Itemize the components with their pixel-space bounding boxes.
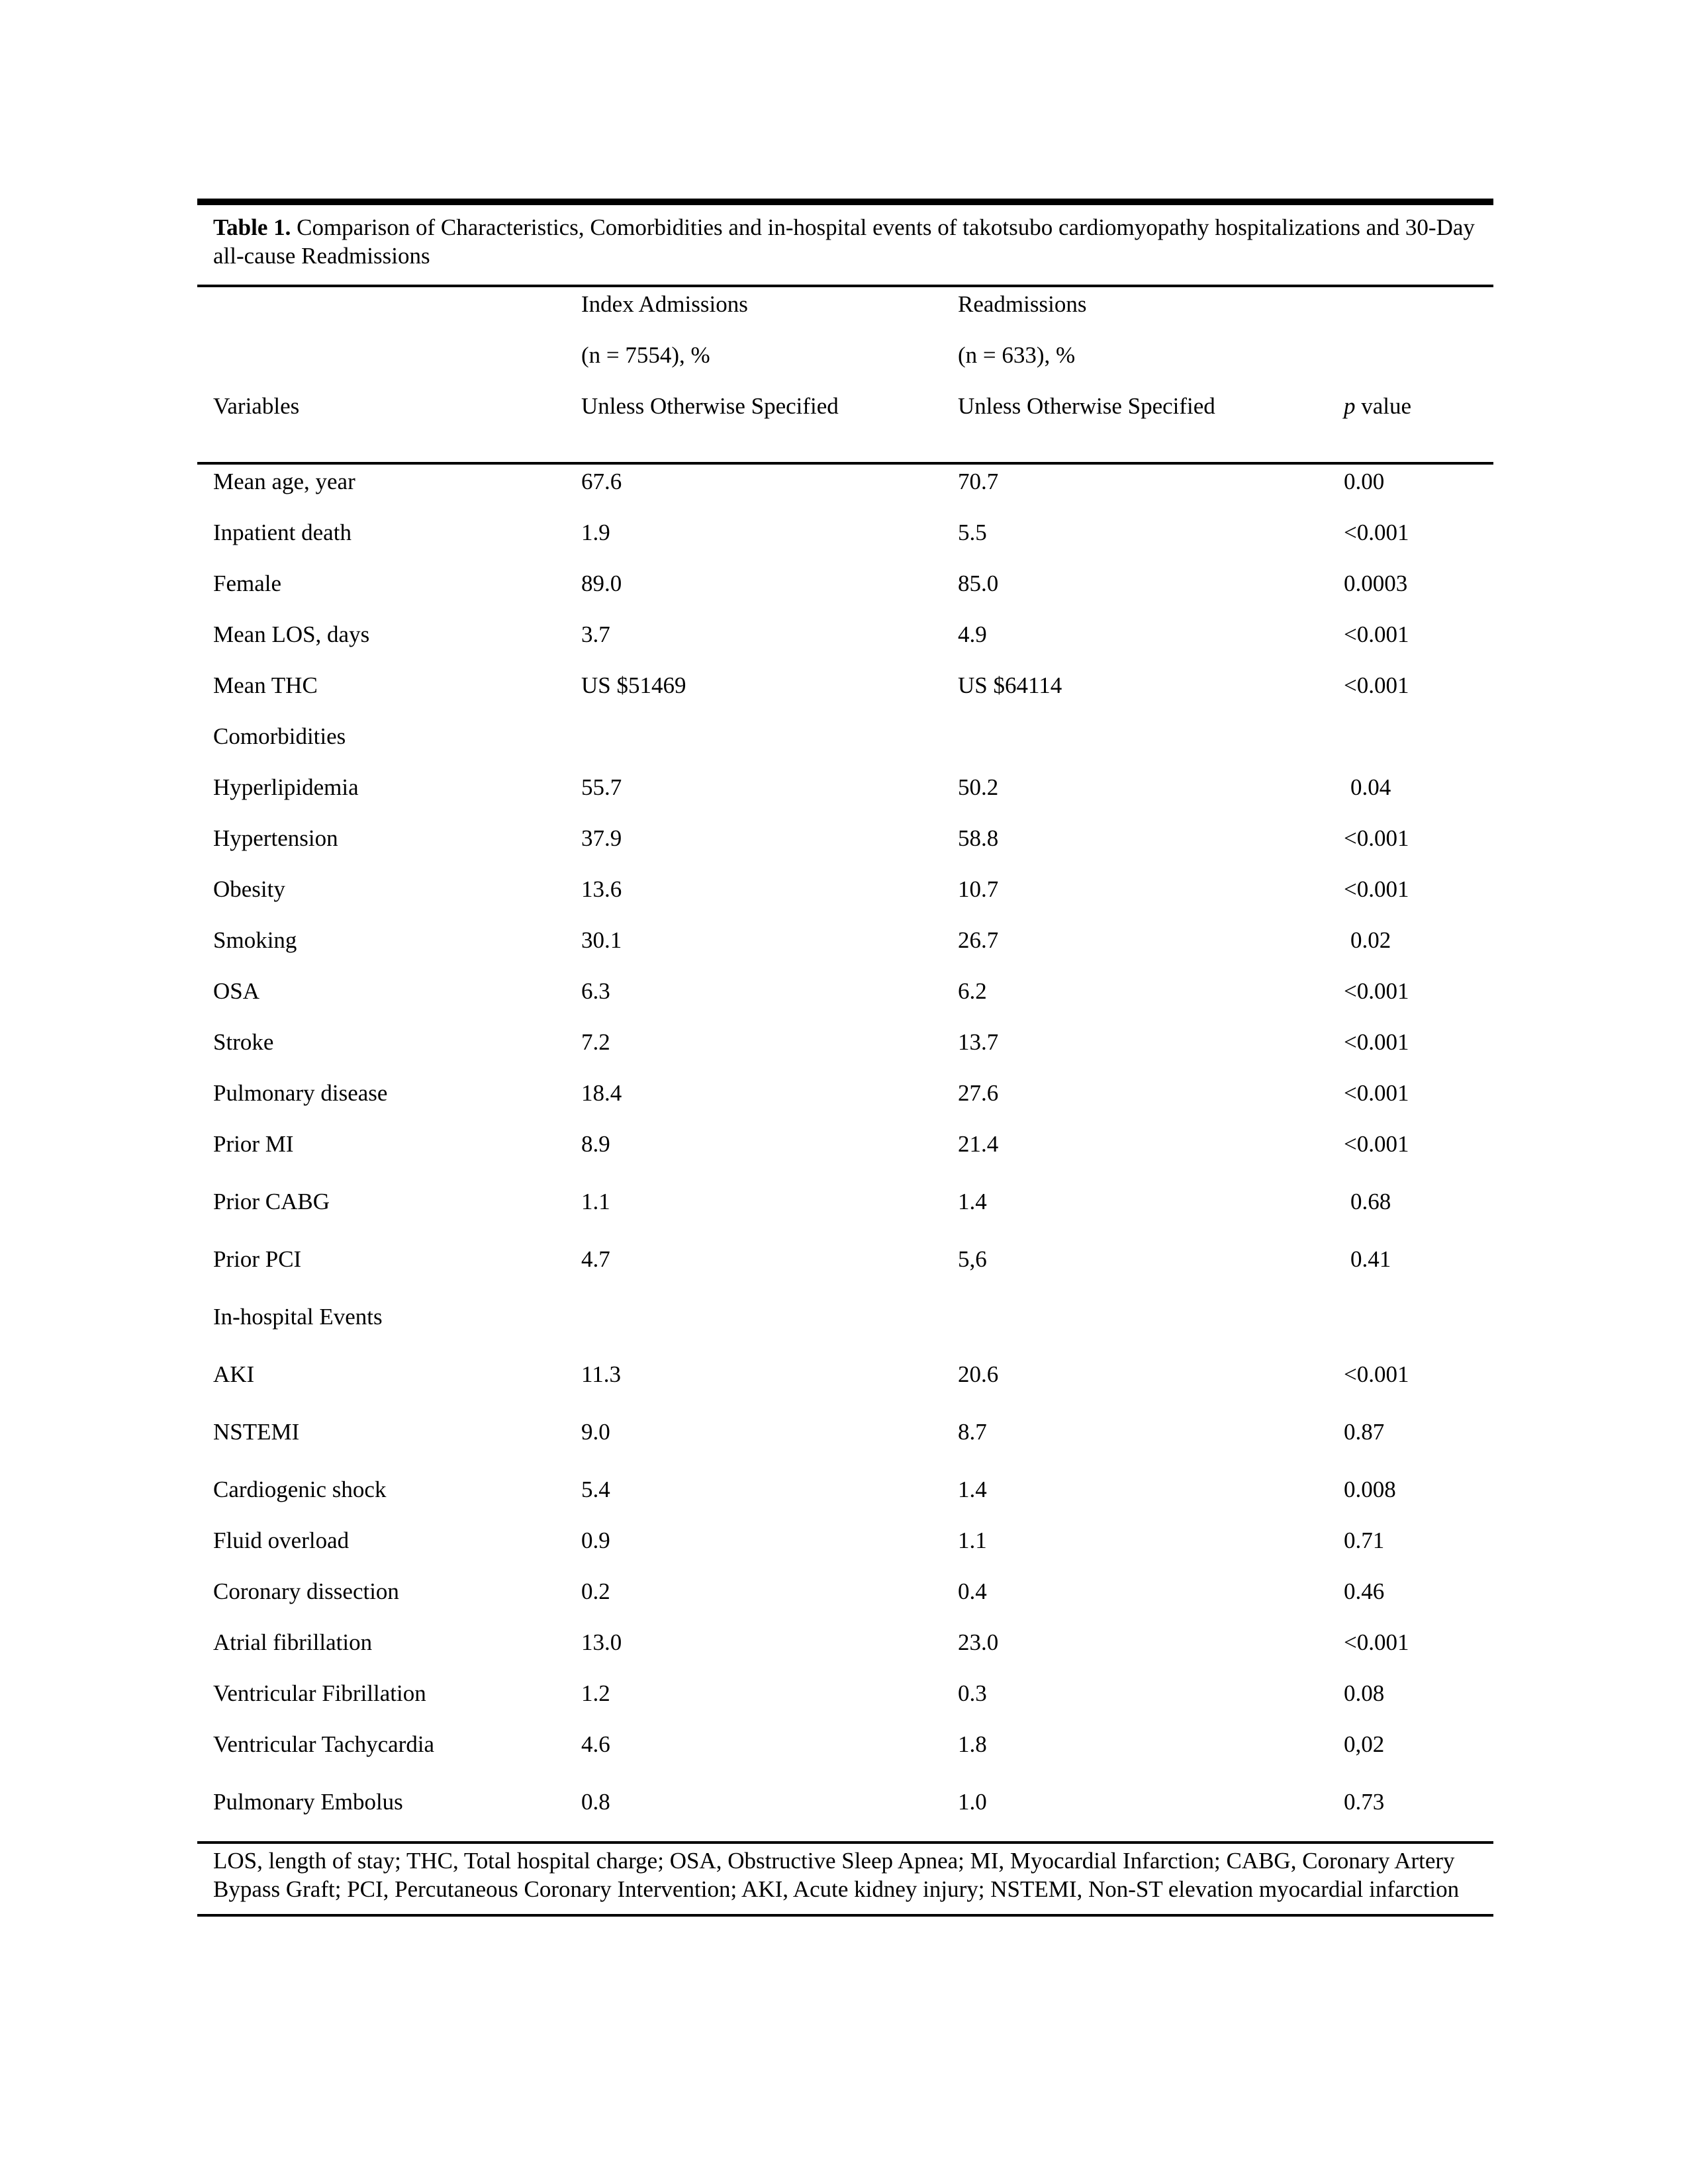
- variable-cell: Prior CABG: [213, 1189, 330, 1214]
- p-value-cell: 0.02: [1350, 927, 1391, 953]
- table-row: [197, 1731, 1493, 1758]
- header-readm-line2: (n = 633), %: [958, 342, 1076, 368]
- table-caption: [197, 205, 1493, 285]
- table-row: [197, 1527, 1493, 1554]
- variable-cell: Ventricular Tachycardia: [213, 1731, 435, 1757]
- p-value-cell: <0.001: [1344, 1629, 1409, 1655]
- readmissions-cell: US $64114: [958, 672, 1062, 698]
- p-value-cell: 0.41: [1350, 1246, 1391, 1272]
- variable-cell: Obesity: [213, 876, 285, 902]
- p-value-cell: <0.001: [1344, 1361, 1409, 1387]
- table-row: [197, 621, 1493, 648]
- p-value-cell: <0.001: [1344, 825, 1409, 851]
- readmissions-cell: 85.0: [958, 570, 999, 596]
- readmissions-cell: 27.6: [958, 1080, 999, 1106]
- readmissions-cell: 26.7: [958, 927, 999, 953]
- p-value-cell: <0.001: [1344, 876, 1409, 902]
- readmissions-cell: 58.8: [958, 825, 999, 851]
- p-value-cell: 0.46: [1344, 1578, 1385, 1604]
- variable-cell: Fluid overload: [213, 1527, 350, 1553]
- p-value-cell: <0.001: [1344, 1131, 1409, 1157]
- readmissions-cell: 13.7: [958, 1029, 999, 1055]
- header-p-value: [1344, 393, 1411, 420]
- index-admissions-cell: 0.9: [581, 1527, 610, 1553]
- table-row: [197, 1361, 1493, 1388]
- readmissions-cell: 1.0: [958, 1789, 987, 1815]
- table-row: [197, 774, 1493, 801]
- header-readm-line3: Unless Otherwise Specified: [958, 393, 1215, 419]
- readmissions-cell: 1.1: [958, 1527, 987, 1553]
- index-admissions-cell: 6.3: [581, 978, 610, 1004]
- p-value-cell: 0.08: [1344, 1680, 1385, 1706]
- header-readm-line1: Readmissions: [958, 291, 1087, 317]
- index-admissions-cell: 9.0: [581, 1419, 610, 1445]
- readmissions-cell: 6.2: [958, 978, 987, 1004]
- table-row: [197, 1629, 1493, 1656]
- index-admissions-cell: 1.9: [581, 520, 610, 545]
- variable-cell: Prior MI: [213, 1131, 294, 1157]
- readmissions-cell: 50.2: [958, 774, 999, 800]
- variable-cell: OSA: [213, 978, 260, 1004]
- index-admissions-cell: US $51469: [581, 672, 686, 698]
- index-admissions-cell: 7.2: [581, 1029, 610, 1055]
- variable-cell: Hyperlipidemia: [213, 774, 359, 800]
- readmissions-cell: 10.7: [958, 876, 999, 902]
- caption-label: Table 1.: [213, 214, 291, 240]
- table-row: [197, 520, 1493, 546]
- p-value-cell: <0.001: [1344, 978, 1409, 1004]
- readmissions-cell: 1.4: [958, 1189, 987, 1214]
- table-header: [197, 287, 1493, 462]
- variable-cell: Ventricular Fibrillation: [213, 1680, 426, 1706]
- p-value-cell: 0.87: [1344, 1419, 1385, 1445]
- p-value-cell: 0.04: [1350, 774, 1391, 800]
- readmissions-cell: 4.9: [958, 621, 987, 647]
- table-row: [197, 1477, 1493, 1503]
- variable-cell: Mean LOS, days: [213, 621, 370, 647]
- variable-cell: AKI: [213, 1361, 255, 1387]
- p-value-cell: 0.0003: [1344, 570, 1408, 596]
- p-value-cell: <0.001: [1344, 1080, 1409, 1106]
- readmissions-cell: 5,6: [958, 1246, 987, 1272]
- p-value-cell: <0.001: [1344, 672, 1409, 698]
- index-admissions-cell: 11.3: [581, 1361, 621, 1387]
- table-row: [197, 570, 1493, 597]
- bottom-rule: [197, 1914, 1493, 1917]
- p-value-cell: <0.001: [1344, 621, 1409, 647]
- table-row: [197, 1246, 1493, 1273]
- table-row: [197, 1131, 1493, 1158]
- variable-cell: Smoking: [213, 927, 297, 953]
- readmissions-cell: 8.7: [958, 1419, 987, 1445]
- readmissions-cell: 20.6: [958, 1361, 999, 1387]
- variable-cell: Mean THC: [213, 672, 318, 698]
- variable-cell: Comorbidities: [213, 723, 346, 749]
- index-admissions-cell: 1.1: [581, 1189, 610, 1214]
- index-admissions-cell: 18.4: [581, 1080, 622, 1106]
- index-admissions-cell: 67.6: [581, 469, 622, 494]
- header-p-rest: value: [1355, 393, 1412, 419]
- header-variables: Variables: [213, 393, 300, 419]
- table-row: [197, 1304, 1493, 1330]
- table-row: [197, 1789, 1493, 1815]
- table-row: [197, 927, 1493, 954]
- table-row: [197, 672, 1493, 699]
- index-admissions-cell: 37.9: [581, 825, 622, 851]
- variable-cell: Atrial fibrillation: [213, 1629, 373, 1655]
- readmissions-cell: 23.0: [958, 1629, 999, 1655]
- table-footnote: LOS, length of stay; THC, Total hospital charge; OSA, Obstructive Sleep Apnea; MI, Myocardial Infarction; CABG, Coronary Artery Bypass Graft; PCI, Percutaneous Coronary Intervention; AKI, Acute kidney injury; NSTEMI, Non-ST elevation myocardial infarction: [213, 1848, 1460, 1902]
- index-admissions-cell: 8.9: [581, 1131, 610, 1157]
- p-value-cell: 0.73: [1344, 1789, 1385, 1815]
- header-index-line1: Index Admissions: [581, 291, 748, 317]
- index-admissions-cell: 0.8: [581, 1789, 610, 1815]
- variable-cell: Pulmonary Embolus: [213, 1789, 403, 1815]
- index-admissions-cell: 13.6: [581, 876, 622, 902]
- table-row: [197, 469, 1493, 495]
- table-row: [197, 825, 1493, 852]
- table-row: [197, 978, 1493, 1005]
- header-index-line2: (n = 7554), %: [581, 342, 710, 368]
- variable-cell: Inpatient death: [213, 520, 352, 545]
- variable-cell: Prior PCI: [213, 1246, 302, 1272]
- index-admissions-cell: 30.1: [581, 927, 622, 953]
- index-admissions-cell: 0.2: [581, 1578, 610, 1604]
- header-index-line3: Unless Otherwise Specified: [581, 393, 839, 419]
- header-p-italic: p: [1344, 393, 1356, 419]
- variable-cell: Pulmonary disease: [213, 1080, 388, 1106]
- index-admissions-cell: 55.7: [581, 774, 622, 800]
- variable-cell: Cardiogenic shock: [213, 1477, 387, 1502]
- table-1: [197, 199, 1493, 1917]
- index-admissions-cell: 4.7: [581, 1246, 610, 1272]
- p-value-cell: 0.00: [1344, 469, 1385, 494]
- top-rule: [197, 199, 1493, 205]
- table-row: [197, 1578, 1493, 1605]
- variable-cell: Hypertension: [213, 825, 338, 851]
- readmissions-cell: 0.3: [958, 1680, 987, 1706]
- readmissions-cell: 1.8: [958, 1731, 987, 1757]
- index-admissions-cell: 13.0: [581, 1629, 622, 1655]
- p-value-cell: 0.71: [1344, 1527, 1385, 1553]
- variable-cell: Stroke: [213, 1029, 274, 1055]
- p-value-cell: 0.008: [1344, 1477, 1396, 1502]
- index-admissions-cell: 4.6: [581, 1731, 610, 1757]
- p-value-cell: <0.001: [1344, 1029, 1409, 1055]
- variable-cell: Female: [213, 570, 282, 596]
- table-row: [197, 1680, 1493, 1707]
- table-body: [197, 465, 1493, 1841]
- table-row: [197, 876, 1493, 903]
- variable-cell: Mean age, year: [213, 469, 355, 494]
- table-row: [197, 1080, 1493, 1107]
- variable-cell: NSTEMI: [213, 1419, 300, 1445]
- table-row: [197, 1419, 1493, 1445]
- table-row: [197, 1029, 1493, 1056]
- readmissions-cell: 5.5: [958, 520, 987, 545]
- table-row: [197, 723, 1493, 750]
- p-value-cell: 0.68: [1350, 1189, 1391, 1214]
- readmissions-cell: 1.4: [958, 1477, 987, 1502]
- index-admissions-cell: 1.2: [581, 1680, 610, 1706]
- p-value-cell: <0.001: [1344, 520, 1409, 545]
- p-value-cell: 0,02: [1344, 1731, 1385, 1757]
- readmissions-cell: 70.7: [958, 469, 999, 494]
- index-admissions-cell: 5.4: [581, 1477, 610, 1502]
- variable-cell: In-hospital Events: [213, 1304, 383, 1330]
- readmissions-cell: 21.4: [958, 1131, 999, 1157]
- variable-cell: Coronary dissection: [213, 1578, 399, 1604]
- index-admissions-cell: 3.7: [581, 621, 610, 647]
- table-row: [197, 1189, 1493, 1215]
- readmissions-cell: 0.4: [958, 1578, 987, 1604]
- caption-text: Comparison of Characteristics, Comorbidities and in-hospital events of takotsubo cardiomyopathy hospitalizations and 30-Day all-cause Readmissions: [213, 214, 1475, 269]
- index-admissions-cell: 89.0: [581, 570, 622, 596]
